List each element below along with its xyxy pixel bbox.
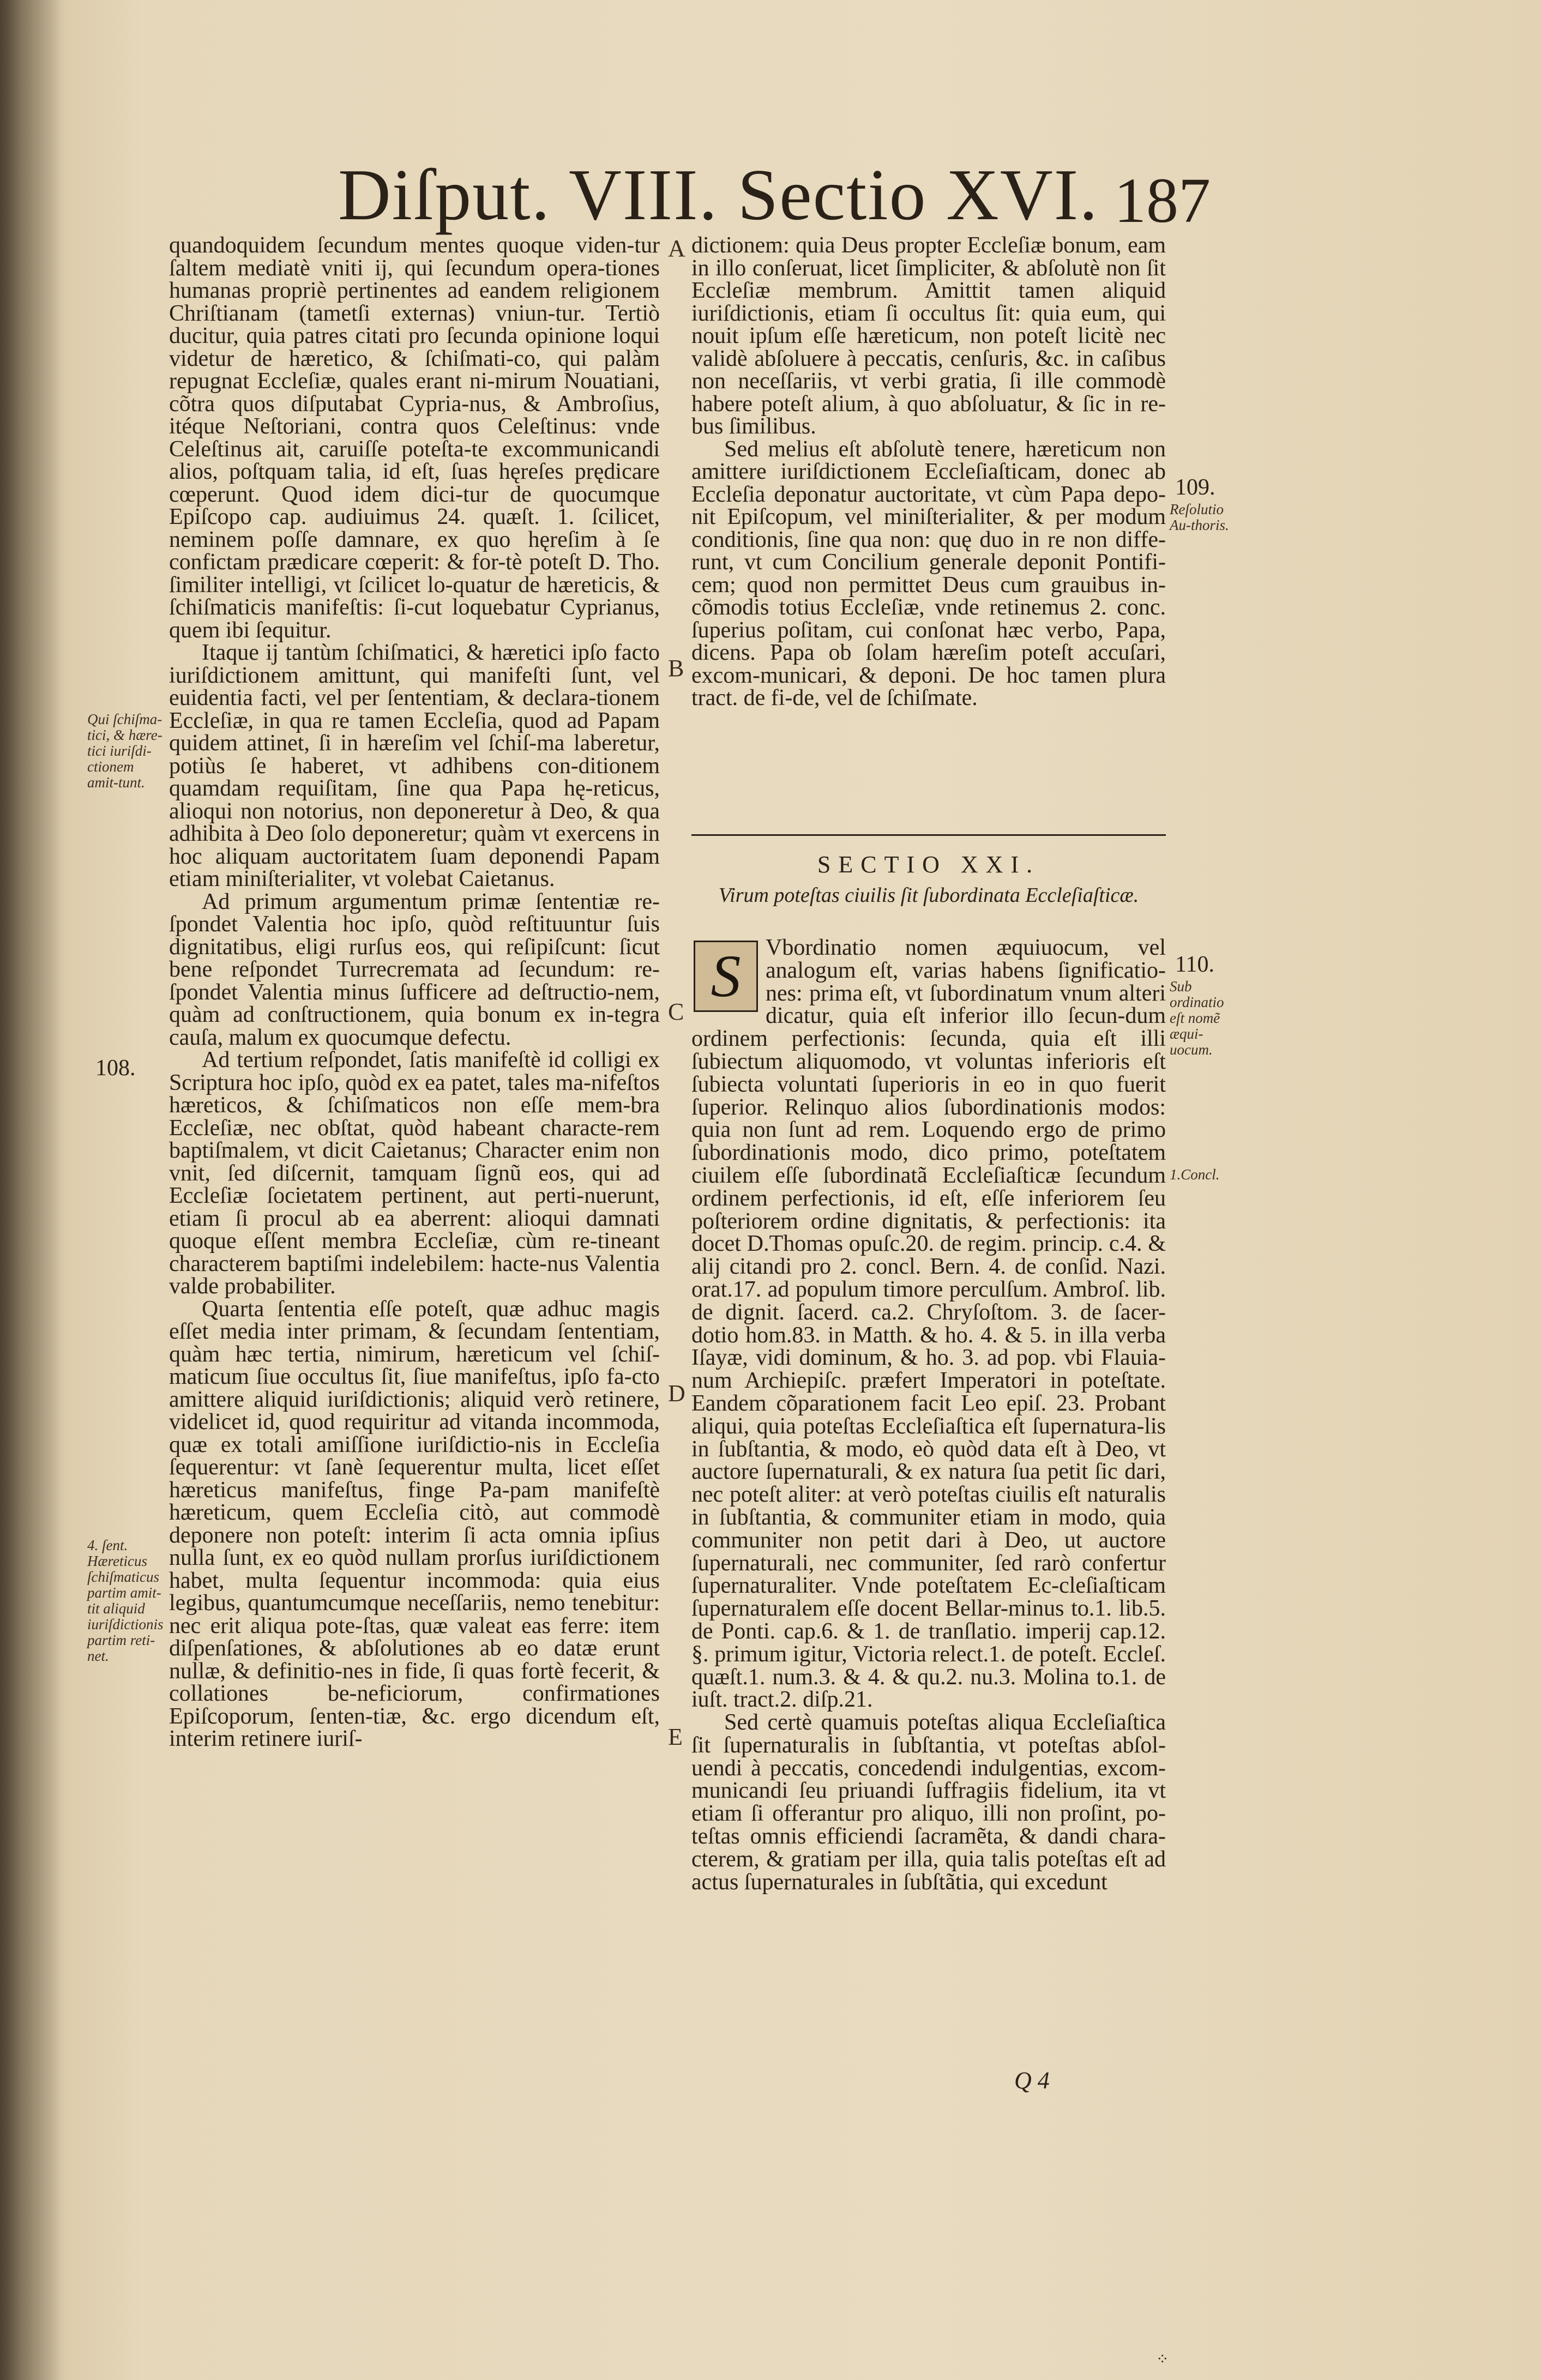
paragraph: Ad tertium reſpondet, ſatis manifeſtè id colligi ex Scriptura hoc ipſo, quòd ex ea patet, tales ma-nifeſtos hæreticos, & ſchiſmaticos non eſſe mem-bra Eccleſiæ, nec obſtat, quòd habeant characte-rem baptiſmalem, vt dicit Caietanus; Character enim non vnit, ſed diſcernit, tamquam ſignũ eos, qui ad Eccleſiæ ſocietatem pertinent, aut perti-nuerunt, etiam ſi procul ab ea aberrent: alioqui damnati quoque eſſent membra Eccleſiæ, cùm re-tineant characterem baptiſmi indelebilem: hacte-nus Valentia valde probabiliter. [169, 1047, 660, 1299]
paragraph: Quarta ſententia eſſe poteſt, quæ adhuc magis eſſet media inter primam, & ſecundam ſententiam, quàm hæc tertia, nimirum, hæreticum vel ſchiſ-maticum ſiue occultus ſit, ſiue manifeſtus, ipſo fa-cto amittere aliquid iuriſdictionis; aliquid verò retinere, videlicet id, quod requiritur ad vitanda incommoda, quæ ex totali amiſſione iuriſdictio-nis in Eccleſia ſequerentur: vt ſanè ſequerentur multa, licet eſſet hæreticus manifeſtus, finge Pa-pam manifeſtè hæreticum, quem Eccleſia citò, aut commodè deponere non poteſt: interim ſi acta omnia ipſius nulla ſunt, ex eo quòd nullam prorſus iuriſdictionem habet, multa ſequentur incommoda: quia eius legibus, quantumcumque neceſſariis, nemo tenebitur: nec erit aliqua pote-ſtas, quæ valeat eas ferre: item diſpenſationes, & abſolutiones ab eo datæ erunt nullæ, & definitio-nes in fide, ſi quas fortè fecerit, & collationes be-neficiorum, confirmationes Epiſcoporum, ſenten-tiæ, &c. ergo dicendum eſt, interim retinere iuriſ- [169, 1296, 660, 1751]
paragraph: Sed certè quamuis poteſtas aliqua Eccleſiaſtica ſit ſupernaturalis in ſubſtantia, vt poteſtas abſol-uendi à peccatis, concedendi indulgentias, excom-municandi ſeu priuandi ſuffragiis fidelium, ita vt etiam ſi offerantur pro aliquo, illi non proſint, po-teſtas omnis efficiendi ſacramẽta, & dandi chara-cterem, & gratiam per illa, quia talis poteſtas eſt ad actus ſupernaturales in ſubſtãtia, qui excedunt [691, 1710, 1166, 1895]
paragraph-number: 109. [1175, 475, 1215, 500]
ornament-icon: ⁘ [1156, 2351, 1169, 2368]
section-letter: C [668, 998, 684, 1025]
margin-note: Reſolutio Au-thoris. [1170, 501, 1229, 533]
margin-note: 4. ſent. Hæreticus ſchiſmaticus partim amit-tit aliquid iuriſdictionis partim reti-net. [87, 1537, 164, 1664]
margin-note: Qui ſchiſma-tici, & hære-tici iuriſdi-ctionem amit-tunt. [87, 711, 162, 791]
paragraph: Vbordinatio nomen æquiuocum, vel analogum eſt, varias habens ſignificatio-nes: prima eſt, vt ſubordinatum vnum alteri dicatur, quia eſt inferior illo ſecun-dum ordinem perfectionis: ſecunda, quia eſt illi ſubiectum aliquomodo, vt voluntas inferioris eſt ſubiecta voluntati ſuperioris in eo in quo fuerit ſuperior. Relinquo alios ſubordinationis modos: quia non ſunt ad rem. Loquendo ergo de primo ſubordinationis modo, dico primo, poteſtatem ciuilem eſſe ſubordinatã Eccleſiaſticæ ſecundum ordinem perfectionis, id eſt, eſſe inferiorem ſeu poſteriorem ordine dignitatis, & perfectionis: ita docet D.Thomas opuſc.20. de regim. princip. c.4. & alij citandi pro 2. concl. Bern. 4. de conſid. Nazi. orat.17. ad populum timore perculſum. Ambroſ. lib. de dignit. ſacerd. ca.2. Chryſoſtom. 3. de ſacer-dotio hom.83. in Matth. & ho. 4. & 5. in illa verba Iſayæ, vidi dominum, & ho. 3. ad pop. vbi Flauia-num Archiepiſc. præfert Imperatori in poteſtate. Eandem cõparationem facit Leo epiſ. 23. Probant aliqui, quia poteſtas Eccleſiaſtica eſt ſupernatura-lis in ſubſtantia, & modo, eò quòd data eſt à Deo, vt auctore ſupernaturali, & ex natura ſua petit ſic dari, nec poteſt aliter: at verò poteſtas ciuilis eſt naturalis in ſubſtantia, & communiter etiam in modo, quia communiter non petit dari à Deo, ut auctore ſupernaturali, nec communiter, ſed rarò confertur ſupernaturaliter. Vnde poteſtatem Ec-cleſiaſticam ſupernaturalem eſſe docent Bellar-minus to.1. lib.5. de Ponti. cap.6. & 1. de tranſlatio. imperij cap.12. §. primum igitur, Victoria relect.1. de poteſt. Eccleſ. quæſt.1. num.3. & 4. & qu.2. nu.3. Molina to.1. de iuſt. tract.2. diſp.21. [691, 935, 1166, 1713]
margin-note: Sub ordinatio eſt nomẽ æqui-uocum. [1170, 978, 1224, 1058]
section-letter: E [668, 1724, 683, 1750]
section-subtitle: Virum poteſtas ciuilis ſit ſubordinata Eccleſiaſticæ. [718, 884, 1139, 907]
paragraph: Itaque ij tantùm ſchiſmatici, & hæretici ipſo facto iuriſdictionem amittunt, qui manifeſti ſunt, vel euidentia facti, vel per ſententiam, & declara-tionem Eccleſiæ, in qua re tamen Eccleſia, quod ad Papam quidem attinet, ſi in hæreſim vel ſchiſ-ma laberetur, potiùs ſe haberet, vt adhibens con-ditionem quamdam requiſitam, ſine qua Papa hę-reticus, alioqui non notorius, non deponeretur à Deo, & qua adhibita à Deo ſolo deponeretur; quàm vt exercens in hoc aliquam auctoritatem ſuam deponendi Papam etiam miniſterialiter, vt volebat Caietanus. [169, 640, 660, 891]
paragraph-number: 110. [1175, 952, 1214, 977]
gutter-shadow [0, 0, 65, 2380]
section-letter: A [668, 235, 685, 262]
section-letter: D [668, 1380, 685, 1407]
paragraph: dictionem: quia Deus propter Eccleſiæ bonum, eam in illo conſeruat, licet ſimpliciter, & abſolutè non ſit Eccleſiæ membrum. Amittit tamen aliquid iuriſdictionis, etiam ſi occultus ſit: quia eum, qui nouit ipſum eſſe hæreticum, non poteſt licitè nec validè abſoluere à peccatis, cenſuris, &c. in caſibus non neceſſariis, vt verbi gratia, ſi ille commodè habere poteſt alium, à quo abſoluatur, & ſic in re-bus ſimilibus. [691, 233, 1166, 439]
decorated-initial: S [694, 941, 758, 1012]
section-divider [691, 834, 1166, 836]
paragraph-number: 108. [95, 1056, 136, 1081]
section-body [691, 937, 1166, 2060]
section-title: SECTIO XXI. [817, 851, 1040, 878]
left-column [169, 234, 660, 2154]
section-letter: B [668, 655, 684, 682]
paragraph: quandoquidem ſecundum mentes quoque viden-tur ſaltem mediatè vniti ij, qui ſecundum opera-tiones humanas propriè pertinentes ad eandem religionem Chriſtianam (tametſi externas) vniun-tur. Tertiò ducitur, quia patres citati pro ſecunda opinione loqui videtur de hæretico, & ſchiſmati-co, qui palàm repugnat Eccleſiæ, quales erant ni-mirum Nouatiani, cõtra quos diſputabat Cypria-nus, & Ambroſius, itéque Neſtoriani, contra quos Celeſtinus: vnde Celeſtinus ait, caruiſſe poteſta-te excommunicandi alios, poſtquam talia, id eſt, ſuas hęreſes prędicare cœperunt. Quod idem dici-tur de quocumque Epiſcopo cap. audiuimus 24. quæſt. 1. ſcilicet, neminem poſſe damnare, ex quo hęreſim à ſe confictam prædicare cœperit: & for-tè poteſt D. Tho. ſimiliter intelligi, vt ſcilicet lo-quatur de hæreticis, & ſchiſmaticis manifeſtis: ſi-cut loquebatur Cyprianus, quem ibi ſequitur. [169, 233, 660, 643]
right-column [691, 234, 1166, 810]
page-number: 187 [1114, 165, 1211, 236]
paragraph: Ad primum argumentum primæ ſententiæ re-ſpondet Valentia hoc ipſo, quòd reſtituuntur ſuis dignitatibus, eligi rurſus eos, qui reſipiſcunt: ſicut bene reſpondet Turrecremata ad ſecundum: re-ſpondet Valentia minus ſufficere ad deſtructio-nem, quàm ad conſtructionem, quia bonum ex in-tegra cauſa, malum ex quocumque defectu. [169, 889, 660, 1050]
running-header: Diſput. VIII. Sectio XVI. [338, 154, 1099, 235]
signature-mark: Q 4 [1014, 2067, 1050, 2094]
margin-note: 1.Concl. [1170, 1166, 1220, 1183]
paragraph: Sed melius eſt abſolutè tenere, hæreticum non amittere iuriſdictionem Eccleſiaſticam, donec ab Eccleſia deponatur auctoritate, vt cùm Papa depo-nit Epiſcopum, vel miniſterialiter, & per modum conditionis, ſine qua non: quę duo in re non diffe-runt, vt cum Concilium generale deponit Pontifi-cem; quod non permittet Deus cum grauibus in-cõmodis totius Eccleſiæ, vnde retinemus 2. conc. ſuperius poſitam, cui conſonat hæc verbo, Papa, dicens. Papa ob ſolam hæreſim poteſt accuſari, excom-municari, & deponi. De hoc tamen plura tract. de fi-de, vel de ſchiſmate. [691, 436, 1166, 710]
